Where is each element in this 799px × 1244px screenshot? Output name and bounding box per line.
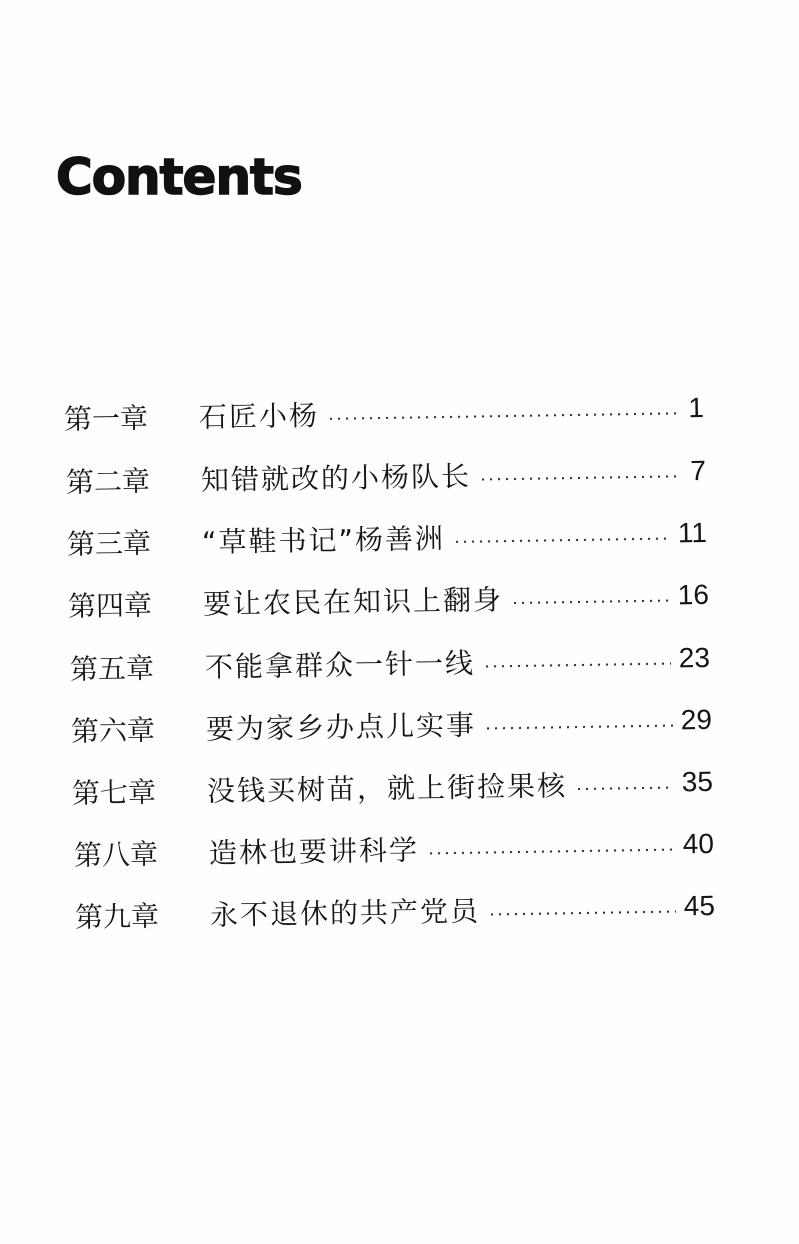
page-number: 35 xyxy=(681,765,714,798)
toc-entry[interactable] xyxy=(66,449,707,503)
dot-leader xyxy=(427,848,675,856)
toc-entry[interactable] xyxy=(75,884,716,938)
page-number: 16 xyxy=(677,578,710,611)
page-number: 45 xyxy=(683,889,716,922)
dot-leader xyxy=(484,724,673,731)
page-number: 23 xyxy=(678,641,711,674)
dot-leader xyxy=(511,599,670,605)
dot-leader xyxy=(479,474,682,481)
chapter-title: 知错就改的小杨队长 xyxy=(200,459,472,497)
page-title: Contents xyxy=(56,148,302,206)
chapter-title: 要为家乡办点儿实事 xyxy=(205,708,477,746)
toc-entry[interactable] xyxy=(67,511,708,565)
chapter-number: 第一章 xyxy=(63,401,149,436)
toc-entry[interactable] xyxy=(74,822,715,876)
chapter-number: 第五章 xyxy=(69,651,155,686)
toc-entry[interactable] xyxy=(72,760,714,814)
dot-leader xyxy=(483,662,671,669)
toc-entry[interactable] xyxy=(71,698,713,752)
chapter-number: 第三章 xyxy=(66,526,152,561)
page-number: 40 xyxy=(682,827,715,860)
chapter-number: 第六章 xyxy=(70,713,156,748)
chapter-title: 要让农民在知识上翻身 xyxy=(202,583,504,621)
chapter-title: 永不退休的共产党员 xyxy=(209,894,481,932)
dot-leader xyxy=(327,411,680,421)
chapter-title: 石匠小杨 xyxy=(198,398,320,434)
chapter-number: 第七章 xyxy=(71,775,157,810)
page-number: 7 xyxy=(690,454,707,487)
chapter-title: 不能拿群众一针一线 xyxy=(204,646,476,684)
dot-leader xyxy=(488,910,676,917)
page-number: 1 xyxy=(688,391,705,424)
dot-leader xyxy=(575,786,674,792)
chapter-title: 造林也要讲科学 xyxy=(208,833,420,870)
chapter-number: 第九章 xyxy=(74,899,160,934)
chapter-number: 第二章 xyxy=(65,464,151,499)
toc-entry[interactable] xyxy=(68,573,710,627)
page-number: 11 xyxy=(677,516,708,549)
page-number: 29 xyxy=(680,703,713,736)
chapter-number: 第四章 xyxy=(67,588,153,623)
chapter-title: 没钱买树苗，就上街捡果核 xyxy=(206,769,568,808)
dot-leader xyxy=(453,537,670,544)
chapter-number: 第八章 xyxy=(73,837,159,872)
chapter-title: “草鞋书记”杨善洲 xyxy=(201,522,446,559)
toc-entry[interactable] xyxy=(64,386,705,440)
toc-entry[interactable] xyxy=(70,636,711,690)
